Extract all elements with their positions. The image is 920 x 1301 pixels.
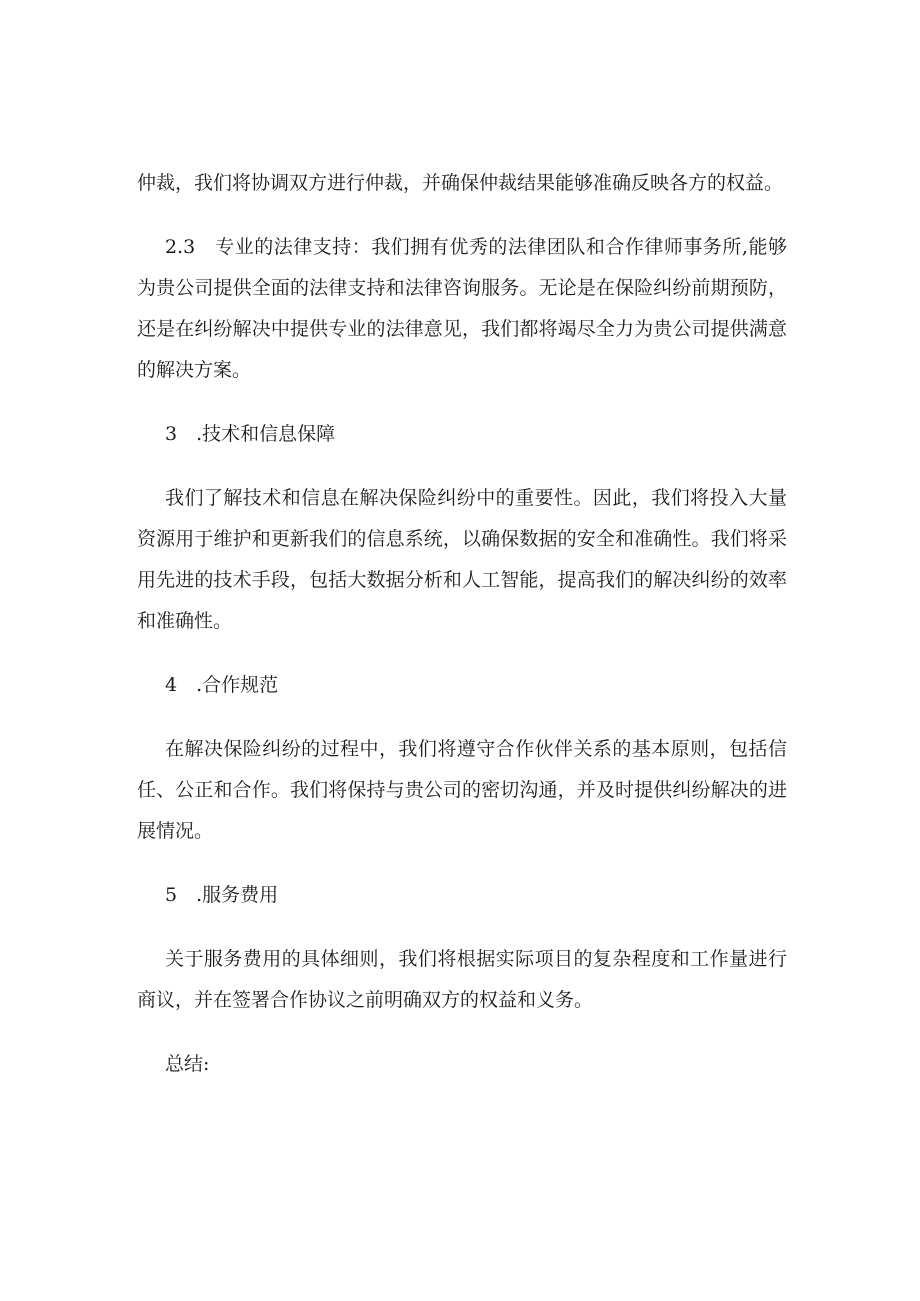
document-body bbox=[137, 163, 787, 1108]
paragraph-fees: 关于服务费用的具体细则，我们将根据实际项目的复杂程度和工作量进行商议，并在签署合作协议之前明确双方的权益和义务。 bbox=[137, 948, 787, 1011]
section-heading-summary: 总结: bbox=[165, 1053, 210, 1075]
paragraph-legal-support: 2.3 专业的法律支持：我们拥有优秀的法律团队和合作律师事务所,能够为贵公司提供全面的法律支持和法律咨询服务。无论是在保险纠纷前期预防，还是在纠纷解决中提供专业的法律意见，我们都将竭尽全力为贵公司提供满意的解决方案。 bbox=[137, 236, 787, 381]
paragraph-arbitration-continued: 仲裁，我们将协调双方进行仲裁，并确保仲裁结果能够准确反映各方的权益。 bbox=[137, 172, 784, 194]
section-heading-tech-info: 3 .技术和信息保障 bbox=[165, 423, 336, 445]
section-heading-cooperation: 4 .合作规范 bbox=[165, 674, 279, 696]
section-heading-fees: 5 .服务费用 bbox=[165, 884, 279, 906]
paragraph-tech-info: 我们了解技术和信息在解决保险纠纷中的重要性。因此，我们将投入大量资源用于维护和更新我们的信息系统，以确保数据的安全和准确性。我们将采用先进的技术手段，包括大数据分析和人工智能，提高我们的解决纠纷的效率和准确性。 bbox=[137, 487, 787, 632]
paragraph-cooperation: 在解决保险纠纷的过程中，我们将遵守合作伙伴关系的基本原则，包括信任、公正和合作。我们将保持与贵公司的密切沟通，并及时提供纠纷解决的进展情况。 bbox=[137, 738, 787, 842]
